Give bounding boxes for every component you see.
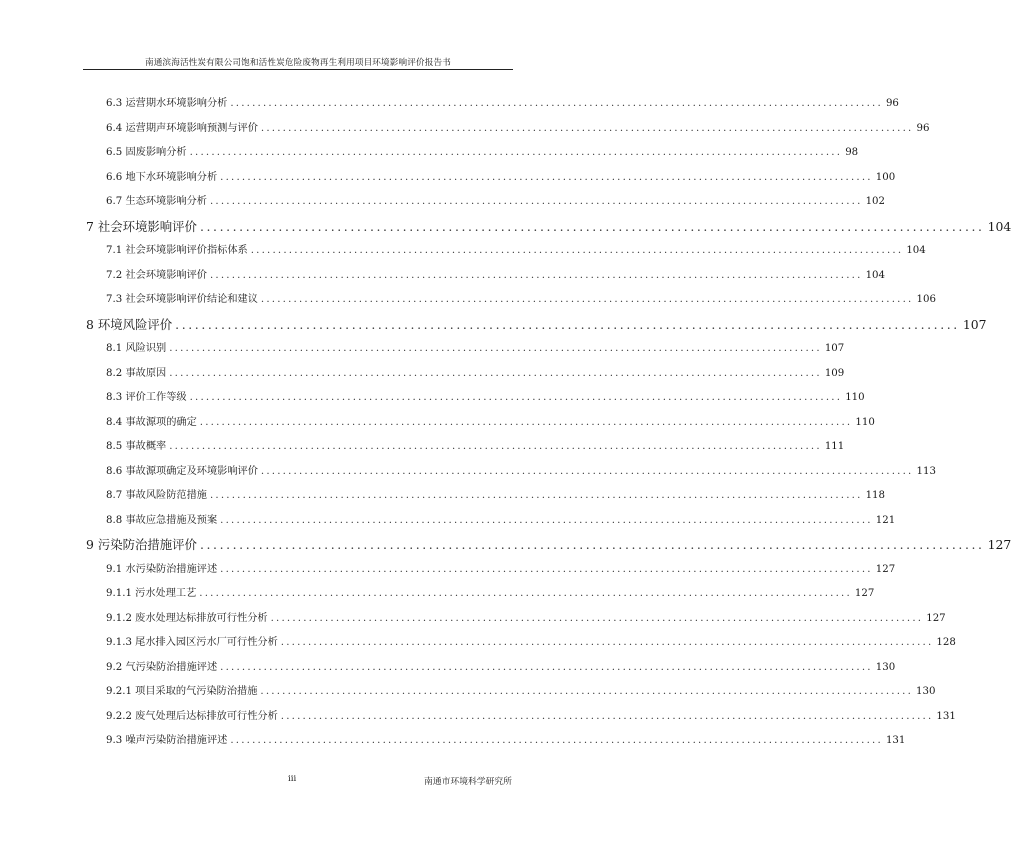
toc-section-entry[interactable] xyxy=(106,290,936,305)
toc-section-entry[interactable] xyxy=(106,731,906,746)
toc-leader-dots: ........................................................................................................................ xyxy=(220,514,873,526)
toc-leader-dots: ........................................................................................................................ xyxy=(250,245,904,256)
toc-entry-page: 127 xyxy=(875,563,896,575)
toc-entry-label: 9.2 气污染防治措施评述 xyxy=(106,661,218,673)
toc-entry-label: 8 环境风险评价 xyxy=(86,316,173,332)
toc-leader-dots: ........................................................................................................................ xyxy=(260,122,914,134)
toc-chapter-entry[interactable] xyxy=(86,217,1011,235)
toc-entry-page: 110 xyxy=(845,392,865,403)
toc-entry-page: 118 xyxy=(865,490,886,501)
toc-entry-page: 130 xyxy=(875,661,896,673)
toc-entry-page: 110 xyxy=(855,416,875,428)
toc-section-entry[interactable] xyxy=(106,94,899,109)
toc-entry-label: 8.4 事故源项的确定 xyxy=(106,416,197,428)
toc-leader-dots: ........................................................................................................................ xyxy=(280,637,934,648)
toc-leader-dots: ........................................................................................................................ xyxy=(189,392,843,403)
toc-leader-dots: ........................................................................................................................ xyxy=(260,294,914,305)
toc-section-entry[interactable] xyxy=(106,462,936,477)
toc-entry-page: 107 xyxy=(824,343,845,354)
toc-entry-page: 96 xyxy=(885,98,899,109)
toc-entry-page: 109 xyxy=(824,367,845,379)
toc-entry-label: 6.5 固废影响分析 xyxy=(106,147,187,158)
toc-leader-dots: ........................................................................................................................ xyxy=(169,367,822,379)
toc-entry-label: 8.2 事故原因 xyxy=(106,367,167,379)
header-title: 南通滨海活性炭有限公司饱和活性炭危险废物再生利用项目环境影响评价报告书 xyxy=(144,58,452,68)
toc-section-entry[interactable] xyxy=(106,437,845,452)
toc-entry-label: 9.1 水污染防治措施评述 xyxy=(106,563,218,575)
toc-entry-page: 131 xyxy=(936,710,956,722)
toc-section-entry[interactable] xyxy=(106,168,896,183)
toc-leader-dots: ........................................................................................................................ xyxy=(209,196,863,207)
toc-section-entry[interactable] xyxy=(106,633,956,648)
toc-entry-page: 128 xyxy=(936,637,956,648)
toc-section-entry[interactable] xyxy=(106,364,845,379)
toc-entry-page: 113 xyxy=(916,465,936,477)
toc-leader-dots: ........................................................................................................................ xyxy=(220,661,873,673)
toc-entry-page: 107 xyxy=(962,316,987,332)
toc-chapter-entry[interactable] xyxy=(86,535,1011,553)
toc-entry-label: 7.3 社会环境影响评价结论和建议 xyxy=(106,294,258,305)
toc-leader-dots: ........................................................................................................................ xyxy=(169,343,822,354)
toc-entry-label: 6.7 生态环境影响分析 xyxy=(106,196,207,207)
toc-entry-label: 8.1 风险识别 xyxy=(106,343,167,354)
toc-entry-page: 121 xyxy=(875,514,896,526)
toc-section-entry[interactable] xyxy=(106,560,896,575)
toc-entry-page: 102 xyxy=(865,196,886,207)
toc-entry-page: 131 xyxy=(885,735,906,746)
toc-leader-dots: ........................................................................................................................ xyxy=(199,537,985,552)
toc-entry-page: 111 xyxy=(824,441,845,452)
toc-section-entry[interactable] xyxy=(106,413,875,428)
toc-entry-page: 96 xyxy=(916,122,930,134)
toc-entry-label: 9.2.1 项目采取的气污染防治措施 xyxy=(106,686,258,697)
toc-leader-dots: ........................................................................................................................ xyxy=(230,735,883,746)
toc-entry-label: 9 污染防治措施评价 xyxy=(86,537,197,552)
toc-leader-dots: ........................................................................................................................ xyxy=(260,686,914,697)
toc-entry-label: 7.1 社会环境影响评价指标体系 xyxy=(106,245,248,256)
toc-leader-dots: ........................................................................................................................ xyxy=(209,269,863,281)
toc-entry-page: 104 xyxy=(865,269,886,281)
toc-leader-dots: ........................................................................................................................ xyxy=(260,465,914,477)
toc-leader-dots: ........................................................................................................................ xyxy=(175,316,960,332)
toc-entry-label: 9.2.2 废气处理后达标排放可行性分析 xyxy=(106,710,278,722)
toc-entry-label: 8.8 事故应急措施及预案 xyxy=(106,514,218,526)
toc-entry-label: 9.1.2 废水处理达标排放可行性分析 xyxy=(106,612,268,624)
toc-entry-page: 127 xyxy=(854,588,875,599)
toc-section-entry[interactable] xyxy=(106,707,956,722)
toc-section-entry[interactable] xyxy=(106,143,859,158)
toc-section-entry[interactable] xyxy=(106,339,845,354)
toc-section-entry[interactable] xyxy=(106,266,886,281)
footer-organization: 南通市环境科学研究所 xyxy=(424,777,512,787)
toc-leader-dots: ........................................................................................................................ xyxy=(189,147,843,158)
toc-section-entry[interactable] xyxy=(106,486,886,501)
toc-leader-dots: ........................................................................................................................ xyxy=(270,612,924,624)
toc-section-entry[interactable] xyxy=(106,241,926,256)
toc-entry-page: 127 xyxy=(926,612,946,624)
toc-section-entry[interactable] xyxy=(106,511,896,526)
toc-entry-label: 8.6 事故源项确定及环境影响评价 xyxy=(106,465,258,477)
toc-entry-label: 9.1.1 污水处理工艺 xyxy=(106,588,197,599)
footer-page-number: iii xyxy=(288,774,297,784)
toc-entry-label: 6.6 地下水环境影响分析 xyxy=(106,171,218,183)
toc-entry-label: 9.3 噪声污染防治措施评述 xyxy=(106,735,228,746)
toc-section-entry[interactable] xyxy=(106,682,936,697)
toc-section-entry[interactable] xyxy=(106,119,930,134)
toc-entry-label: 7 社会环境影响评价 xyxy=(86,218,197,234)
toc-leader-dots: ........................................................................................................................ xyxy=(220,563,873,575)
toc-leader-dots: ........................................................................................................................ xyxy=(209,490,863,501)
toc-entry-page: 130 xyxy=(916,686,936,697)
toc-entry-page: 98 xyxy=(845,147,859,158)
toc-entry-page: 104 xyxy=(987,218,1011,234)
toc-entry-label: 8.3 评价工作等级 xyxy=(106,392,187,403)
toc-entry-page: 104 xyxy=(906,245,926,256)
toc-section-entry[interactable] xyxy=(106,609,946,624)
toc-entry-page: 127 xyxy=(987,537,1011,552)
toc-entry-page: 106 xyxy=(916,294,936,305)
toc-entry-label: 8.5 事故概率 xyxy=(106,441,167,452)
toc-leader-dots: ........................................................................................................................ xyxy=(280,710,934,722)
toc-leader-dots: ........................................................................................................................ xyxy=(169,441,822,452)
toc-section-entry[interactable] xyxy=(106,658,896,673)
toc-chapter-entry[interactable] xyxy=(86,315,987,333)
toc-leader-dots: ........................................................................................................................ xyxy=(220,171,873,183)
toc-entry-label: 9.1.3 尾水排入园区污水厂可行性分析 xyxy=(106,637,278,648)
toc-leader-dots: ........................................................................................................................ xyxy=(230,98,883,109)
toc-entry-label: 8.7 事故风险防范措施 xyxy=(106,490,207,501)
toc-entry-label: 6.3 运营期水环境影响分析 xyxy=(106,98,228,109)
toc-section-entry[interactable] xyxy=(106,388,865,403)
toc-leader-dots: ........................................................................................................................ xyxy=(199,218,985,234)
toc-entry-label: 7.2 社会环境影响评价 xyxy=(106,269,207,281)
toc-leader-dots: ........................................................................................................................ xyxy=(199,416,853,428)
toc-entry-page: 100 xyxy=(875,171,896,183)
toc-section-entry[interactable] xyxy=(106,584,875,599)
toc-section-entry[interactable] xyxy=(106,192,886,207)
toc-entry-label: 6.4 运营期声环境影响预测与评价 xyxy=(106,122,258,134)
toc-leader-dots: ........................................................................................................................ xyxy=(199,588,852,599)
header-rule xyxy=(83,69,513,70)
